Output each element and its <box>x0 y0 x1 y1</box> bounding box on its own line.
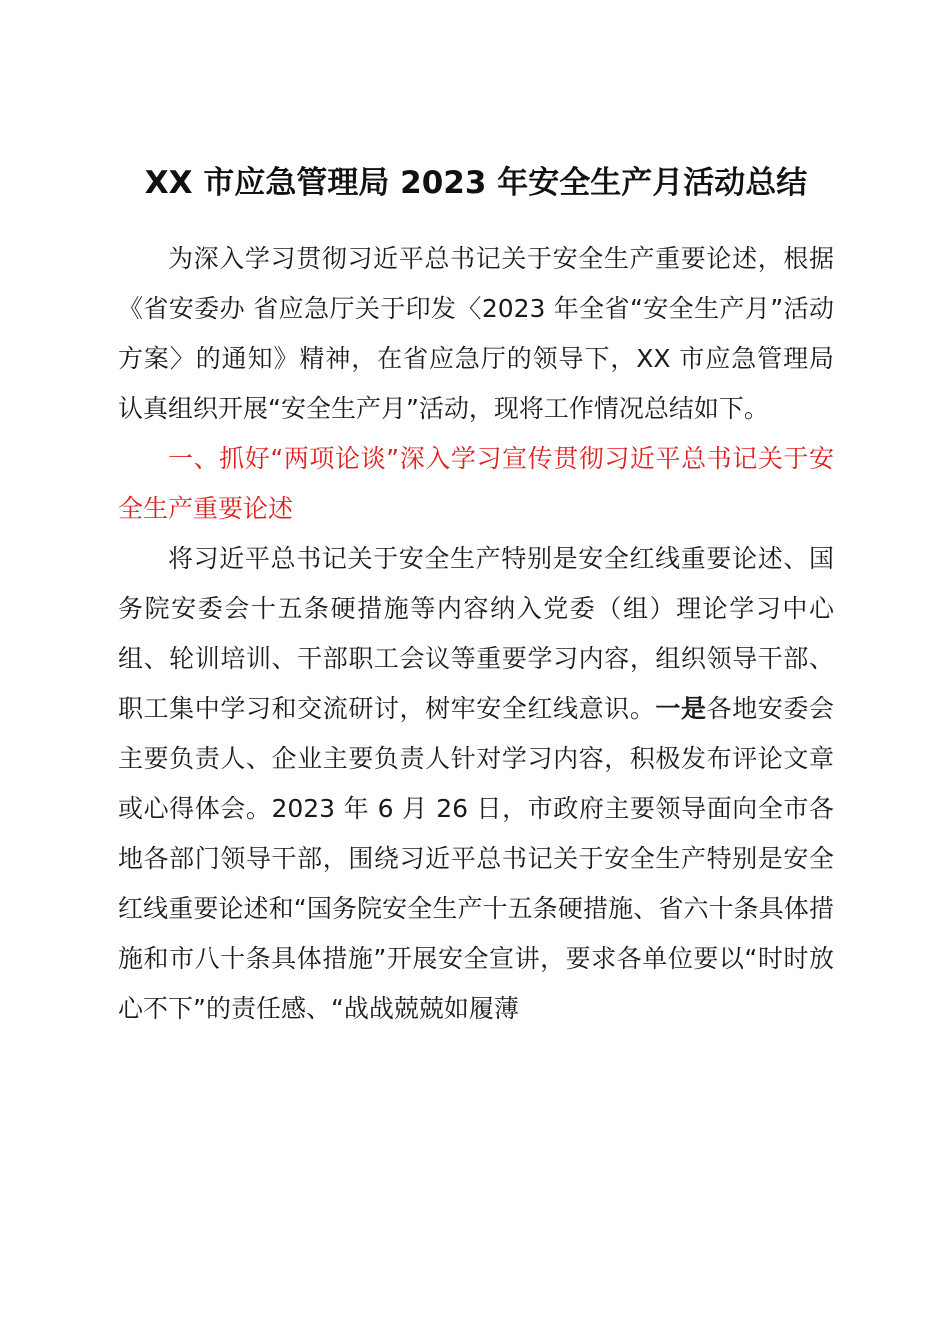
section-body-text-a: 将习近平总书记关于安全生产特别是安全红线重要论述、国务院安委会十五条硬措施等内容纳入党委（组）理论学习中心组、轮训培训、干部职工会议等重要学习内容，组织领导干部、职工集中学习和交流研讨，树牢安全红线意识。 <box>118 544 834 723</box>
document-page <box>118 160 834 1034</box>
section-body-paragraph <box>118 534 834 1034</box>
intro-paragraph: 为深入学习贯彻习近平总书记关于安全生产重要论述，根据《省安委办 省应急厅关于印发〈2023 年全省“安全生产月”活动方案〉的通知》精神，在省应急厅的领导下，XX 市应急管理局认真组织开展“安全生产月”活动，现将工作情况总结如下。 <box>118 244 834 423</box>
section-body-bold-marker: 一是 <box>655 694 707 723</box>
section-heading: 一、抓好“两项论谈”深入学习宣传贯彻习近平总书记关于安全生产重要论述 <box>118 444 834 523</box>
document-title: XX 市应急管理局 2023 年安全生产月活动总结 <box>144 165 808 201</box>
section-body-text-b: 各地安委会主要负责人、企业主要负责人针对学习内容，积极发布评论文章或心得体会。2023 年 6 月 26 日，市政府主要领导面向全市各地各部门领导干部，围绕习近平总书记关于安全生产特别是安全红线重要论述和“国务院安全生产十五条硬措施、省六十条具体措施和市八十条具体措施”开展安全宣讲，要求各单位要以“时时放心不下”的责任感、“战战兢兢如履薄 <box>118 694 834 1023</box>
